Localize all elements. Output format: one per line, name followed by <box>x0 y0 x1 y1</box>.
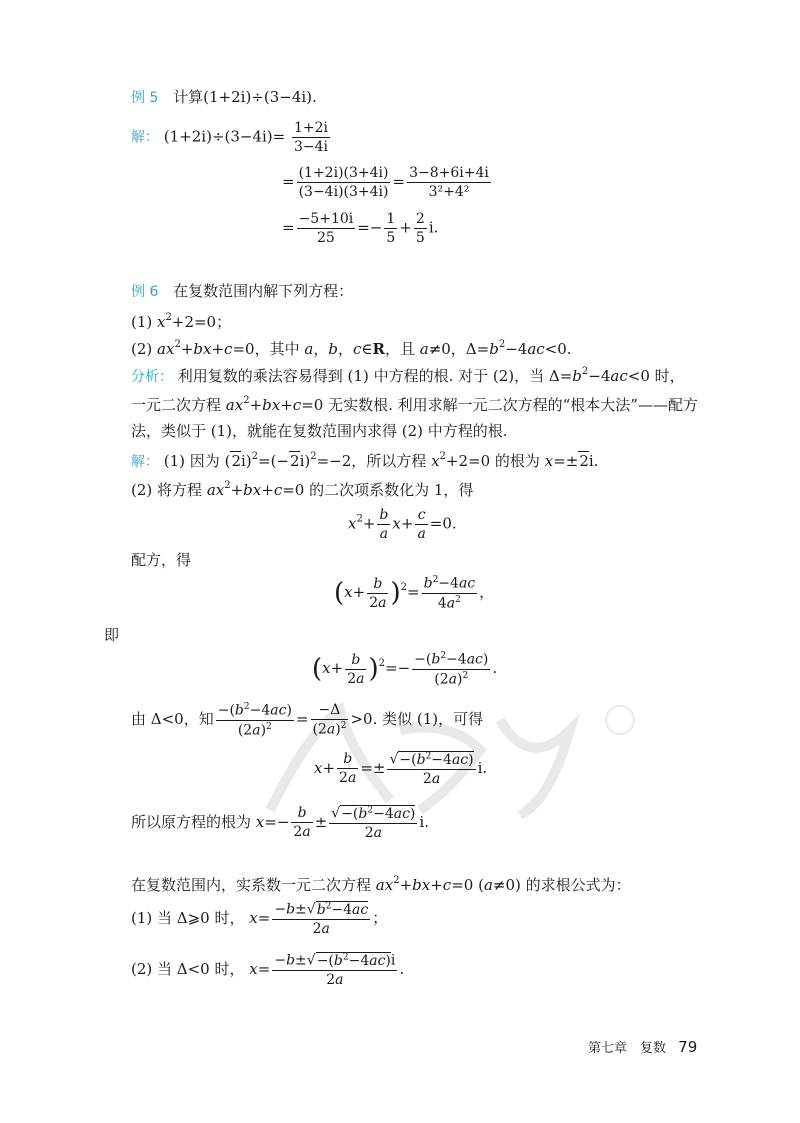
denominator: 5 <box>415 230 425 246</box>
equation-sqrt: x+ $\frac{b}{2a}$ =± $\frac{√-(b^2-4ac)}{2a}$ i. <box>314 751 488 787</box>
solution-label: 解： <box>131 129 159 146</box>
text: (1) 当 Δ⩾0 时， <box>131 908 245 927</box>
example-5-solution-line-3: = $\frac{-5+10i}{25}$ =− $\frac{1}{5}$ + $\frac{2}{5}$ i. <box>282 211 439 246</box>
example-6-line <box>131 284 353 299</box>
text: . 类似 (1)，可得 <box>372 710 484 729</box>
example-5-solution-line-1 <box>131 121 332 154</box>
question-number: (2) <box>131 340 153 358</box>
equation-normalized: $x^2+$ $\frac{b}{a}$ x+ $\frac{c}{a}$ =0. <box>348 507 457 542</box>
text: 在复数范围内，实系数一元二次方程 <box>131 876 372 894</box>
text: 时， <box>654 367 685 385</box>
denominator: 5 <box>386 230 396 246</box>
text: 一元二次方程 <box>131 396 222 414</box>
fraction <box>414 212 427 245</box>
denominator: 3−4i <box>294 139 329 155</box>
question-1: (1) $x^2+2=0$； <box>131 312 232 331</box>
fraction <box>297 166 391 199</box>
numerator: 2 <box>415 211 425 227</box>
analysis-line-3 <box>131 424 508 439</box>
fraction <box>384 212 397 245</box>
numerator: 1+2i <box>294 120 329 136</box>
text: ，且 <box>384 340 415 358</box>
question-number: (1) <box>131 313 153 331</box>
text: 利用复数的乘法容易得到 (1) 中方程的根. 对于 (2)，当 <box>177 367 545 385</box>
example-6-title: 在复数范围内解下列方程： <box>173 282 354 300</box>
numerator: (1+2i)(3+4i) <box>298 165 389 181</box>
fraction <box>407 166 491 199</box>
ji-line <box>104 628 119 643</box>
page-number: 79 <box>678 1038 698 1056</box>
solution-label: 解： <box>131 454 159 470</box>
question-2: (2) $ax^2+bx+c=0$，其中 a，b，c∈R，且 a≠0，$\Delta=b^2-4ac<0$. <box>131 339 572 358</box>
example-5-solution-line-2: = $\frac{(1+2i)(3+4i)}{(3-4i)(3+4i)}$ = $\frac{3-8+6i+4i}{\text{3²+4²}}$ <box>282 165 489 200</box>
text: 的二次项系数化为 1，得 <box>309 481 474 499</box>
equation-lhs: (1+2i)÷(3−4i)= <box>163 127 286 146</box>
text: 法，类似于 (1)，就能在复数范围内求得 (2) 中方程的根. <box>131 422 508 440</box>
solution-line-2: (2) 将方程 $ax^2+bx+c=0$ 的二次项系数化为 1，得 <box>131 480 474 499</box>
summary-line: 在复数范围内，实系数一元二次方程 $ax^2+bx+c=0$ (a≠0) 的求根公式为： <box>131 875 631 894</box>
text: (2) 当 Δ<0 时， <box>131 959 245 978</box>
analysis-line-2: 一元二次方程 $ax^2+bx+c=0$ 无实数根. 利用求解一元二次方程的“根本大法”——配方 <box>131 395 698 414</box>
example-5-line <box>131 90 317 105</box>
peifang-line <box>131 553 191 568</box>
text: 由 Δ<0，知 <box>131 710 214 729</box>
page-footer <box>588 1040 697 1055</box>
case-1-line: (1) 当 Δ⩾0 时， x= $\frac{-b\pm√b^2-4ac}{2a}$ ； <box>131 901 388 937</box>
equation-negated: (x+ $\frac{b}{2a}$ )$^2$=− $\frac{-(b^2-4ac)}{(2a)^2}$ . <box>312 651 498 688</box>
numerator: 3−8+6i+4i <box>409 165 489 181</box>
text: 的根为 <box>494 452 540 470</box>
chapter-label: 第七章 复数 <box>588 1041 667 1056</box>
text: 无实数根. 利用求解一元二次方程的“根本大法”——配方 <box>328 396 698 414</box>
denominator: 3²+4² <box>407 182 491 199</box>
roots-line: 所以原方程的根为 x=− $\frac{b}{2a}$ ± $\frac{√-(b^2-4ac)}{2a}$ i. <box>131 805 429 841</box>
fraction <box>292 121 330 154</box>
you-line: 由 Δ<0，知 $\frac{-(b^2-4ac)}{(2a)^2}$ = $\frac{-\Delta}{(2a)^2}$ >0. 类似 (1)，可得 <box>131 702 484 739</box>
example-5-label: 例 5 <box>131 90 159 106</box>
text: (2) 将方程 <box>131 481 203 499</box>
analysis-label: 分析： <box>131 369 173 385</box>
text: ，其中 <box>254 340 300 358</box>
equation-completed-square: (x+ $\frac{b}{2a}$ )$^2$= $\frac{b^2-4ac}{4a^2}$ ， <box>334 575 495 612</box>
fraction <box>297 212 356 245</box>
numerator: 1 <box>386 211 396 227</box>
analysis-line-1: 分析： 利用复数的乘法容易得到 (1) 中方程的根. 对于 (2)，当 $\Delta=b^2-4ac<0$ 时， <box>131 366 685 385</box>
text: 的求根公式为： <box>525 876 631 894</box>
numerator: −5+10i <box>298 211 354 227</box>
denominator: 25 <box>297 228 356 245</box>
text: 所以原方程的根为 <box>131 812 252 831</box>
denominator: (3−4i)(3+4i) <box>298 184 389 200</box>
text: 配方，得 <box>131 551 192 569</box>
case-2-line: (2) 当 Δ<0 时， x= $\frac{-b\pm√-(b^2-4ac)i}{2a}$ . <box>131 952 405 988</box>
text: (1) 因为 <box>163 452 220 470</box>
example-6-label: 例 6 <box>131 284 159 300</box>
example-5-problem: 计算(1+2i)÷(3−4i). <box>173 88 317 106</box>
text: ，所以方程 <box>351 452 427 470</box>
text: 即 <box>104 626 120 644</box>
solution-line-1: 解： (1) 因为 $(2i)^2=(-2i)^2=-2$，所以方程 $x^2+2=0$ 的根为 x=±2i. <box>131 451 599 470</box>
